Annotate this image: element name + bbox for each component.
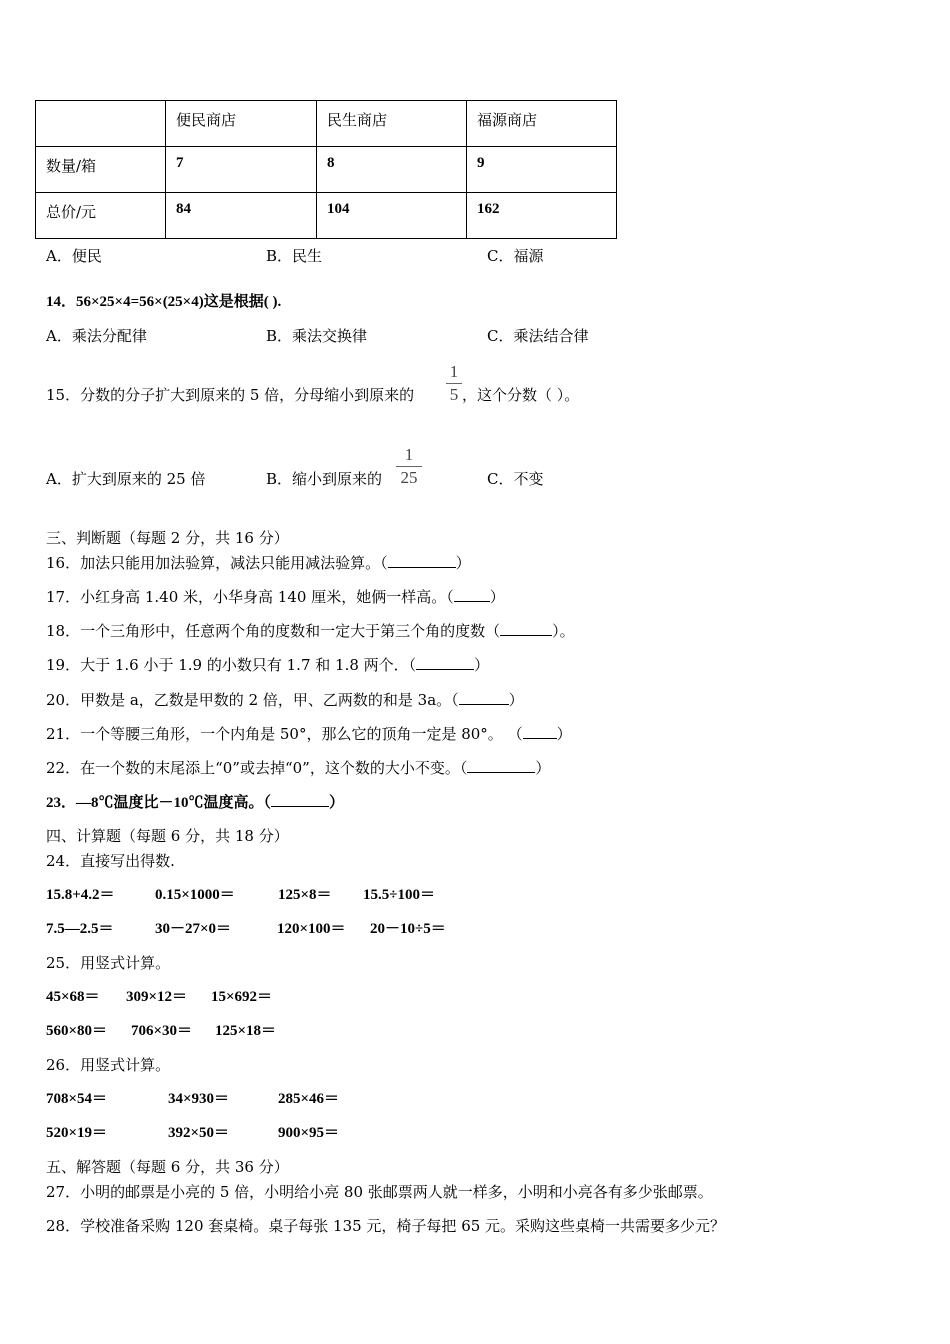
calc-item: 15×692＝	[211, 989, 273, 1005]
fraction-bar	[446, 383, 462, 384]
calc-item: 900×95＝	[278, 1125, 340, 1141]
fraction-denominator: 25	[400, 468, 418, 487]
q28-text: 28．学校准备采购 120 套桌椅。桌子每张 135 元，椅子每把 65 元。采购这些桌椅一共需要多少元？	[46, 1217, 726, 1235]
judge-end: ）	[329, 795, 345, 811]
judge-end: ）	[489, 588, 505, 606]
table-cell: 便民商店	[166, 101, 317, 147]
judge-19	[46, 655, 489, 675]
judge-end: ）	[474, 656, 490, 674]
calc-item: 309×12＝	[126, 989, 188, 1005]
fraction-numerator: 1	[449, 362, 459, 381]
answer-blank[interactable]	[467, 758, 535, 773]
q27-text: 27．小明的邮票是小亮的 5 倍，小明给小亮 80 张邮票两人就一样多，小明和小亮各有多少张邮票。	[46, 1183, 713, 1201]
calc-item: 34×930＝	[168, 1091, 230, 1107]
section-3-heading: 三、判断题（每题 2 分，共 16 分）	[46, 529, 289, 547]
judge-text: 18．一个三角形中，任意两个角的度数和一定大于第三个角的度数（	[46, 622, 501, 640]
q15-option-a: A．扩大到原来的 25 倍	[46, 470, 206, 488]
judge-text: 22．在一个数的末尾添上“0”或去掉“0”，这个数的大小不变。（	[46, 759, 468, 777]
q26-title: 26．用竖式计算。	[46, 1056, 171, 1074]
table-cell: 84	[166, 193, 317, 239]
section-5-heading: 五、解答题（每题 6 分，共 36 分）	[46, 1158, 289, 1176]
calc-item: 706×30＝	[131, 1023, 193, 1039]
answer-blank[interactable]	[454, 587, 490, 602]
judge-text: 16．加法只能用加法验算，减法只能用减法验算。（	[46, 554, 388, 572]
calc-item: 125×18＝	[215, 1023, 277, 1039]
judge-text: 20．甲数是 a，乙数是甲数的 2 倍，甲、乙两数的和是 3a。（	[46, 691, 459, 709]
judge-text: 23．—8℃温度比－10℃温度高。（	[46, 795, 272, 811]
answer-blank[interactable]	[500, 621, 552, 636]
judge-23	[46, 792, 344, 813]
judge-16	[46, 553, 471, 573]
section-4-heading: 四、计算题（每题 6 分，共 18 分）	[46, 827, 289, 845]
judge-21	[46, 724, 572, 744]
answer-blank[interactable]	[416, 655, 474, 670]
q15-option-c: C．不变	[487, 470, 544, 488]
q24-title: 24．直接写出得数.	[46, 852, 175, 870]
calc-item: 0.15×1000＝	[155, 887, 235, 903]
judge-17	[46, 587, 505, 607]
calc-item: 15.8+4.2＝	[46, 887, 115, 903]
fraction-bar	[396, 466, 422, 467]
calc-item: 560×80＝	[46, 1023, 108, 1039]
table-cell: 8	[317, 147, 467, 193]
calc-item: 7.5—2.5＝	[46, 921, 114, 937]
table-cell	[36, 101, 166, 147]
calc-item: 45×68＝	[46, 989, 100, 1005]
q14-text: 14．56×25×4=56×(25×4)这是根据( ).	[46, 294, 282, 310]
q15-text-b: ，这个分数（ ）。	[462, 386, 580, 404]
answer-blank[interactable]	[523, 724, 557, 739]
table-cell: 民生商店	[317, 101, 467, 147]
q15-fraction	[446, 362, 462, 405]
table-cell: 162	[467, 193, 617, 239]
judge-text: 21．一个等腰三角形，一个内角是 50°，那么它的顶角一定是 80°。 （	[46, 725, 523, 743]
calc-item: 20－10÷5＝	[370, 921, 446, 937]
judge-end: ）	[535, 759, 551, 777]
table-cell: 9	[467, 147, 617, 193]
table-cell: 7	[166, 147, 317, 193]
calc-item: 30－27×0＝	[155, 921, 232, 937]
calc-item: 15.5÷100＝	[363, 887, 435, 903]
calc-item: 285×46＝	[278, 1091, 340, 1107]
q13-option-a: A．便民	[46, 247, 102, 265]
table-cell: 福源商店	[467, 101, 617, 147]
calc-item: 120×100＝	[277, 921, 346, 937]
q15-option-b-fraction	[396, 445, 422, 488]
judge-text: 17．小红身高 1.40 米，小华身高 140 厘米，她俩一样高。（	[46, 588, 454, 606]
judge-end: ）	[556, 725, 572, 743]
judge-22	[46, 758, 550, 778]
q14-option-b: B．乘法交换律	[266, 327, 368, 345]
judge-18	[46, 621, 575, 641]
table-row	[36, 193, 617, 239]
judge-text: 19．大于 1.6 小于 1.9 的小数只有 1.7 和 1.8 两个．（	[46, 656, 417, 674]
table-cell: 104	[317, 193, 467, 239]
answer-blank[interactable]	[271, 792, 329, 807]
calc-item: 392×50＝	[168, 1125, 230, 1141]
q15-text-a: 15．分数的分子扩大到原来的 5 倍，分母缩小到原来的	[46, 386, 415, 404]
fraction-denominator: 5	[449, 385, 459, 404]
table-cell: 总价/元	[36, 193, 166, 239]
judge-end: ）	[508, 691, 524, 709]
judge-end: ）	[455, 554, 471, 572]
shop-table	[35, 100, 617, 239]
table-row	[36, 101, 617, 147]
q14-option-a: A．乘法分配律	[46, 327, 147, 345]
calc-item: 125×8＝	[278, 887, 332, 903]
judge-20	[46, 690, 524, 710]
answer-blank[interactable]	[388, 553, 456, 568]
fraction-numerator: 1	[404, 445, 414, 464]
q13-option-b: B．民生	[266, 247, 323, 265]
table-row	[36, 147, 617, 193]
table-cell: 数量/箱	[36, 147, 166, 193]
calc-item: 520×19＝	[46, 1125, 108, 1141]
judge-end: ）。	[552, 622, 575, 640]
q14-option-c: C．乘法结合律	[487, 327, 589, 345]
answer-blank[interactable]	[459, 690, 509, 705]
calc-item: 708×54＝	[46, 1091, 108, 1107]
q13-option-c: C．福源	[487, 247, 544, 265]
q15-option-b: B．缩小到原来的	[266, 470, 383, 488]
q25-title: 25．用竖式计算。	[46, 954, 171, 972]
